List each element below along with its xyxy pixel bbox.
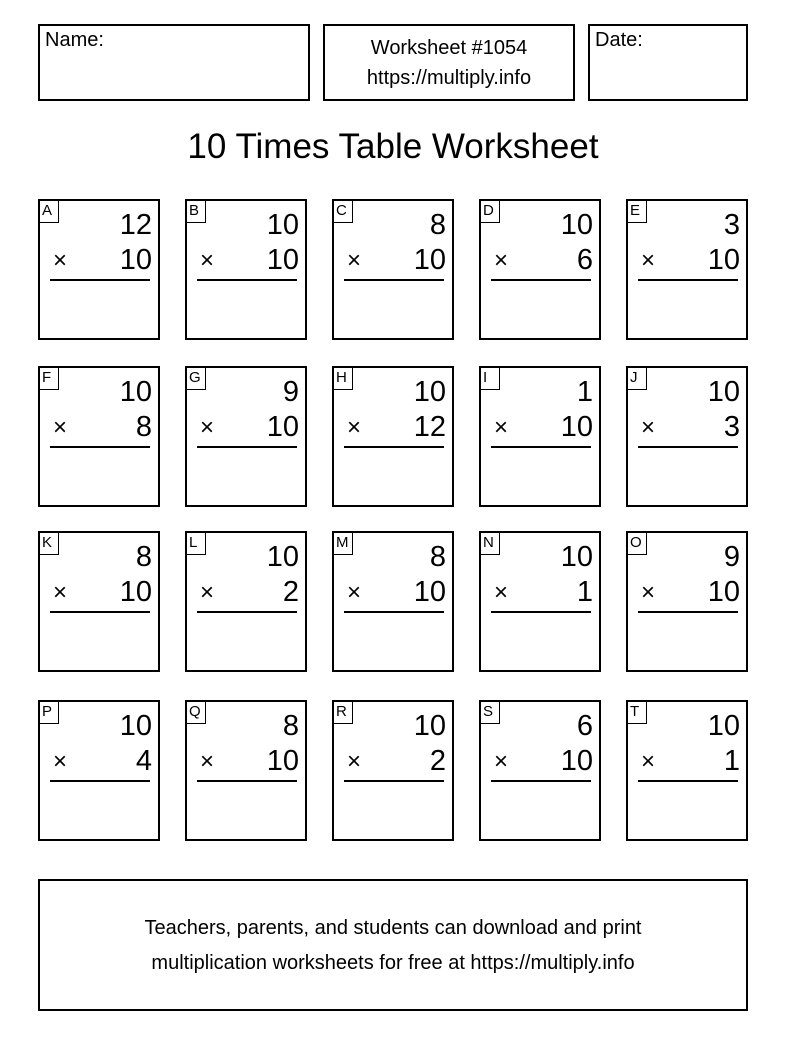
answer-line (491, 611, 591, 613)
problem-label: P (40, 702, 59, 724)
problem-card[interactable] (185, 700, 307, 841)
problem-card[interactable] (185, 199, 307, 340)
worksheet-url: https://multiply.info (366, 67, 532, 89)
times-sign: × (200, 579, 215, 606)
problem-label: Q (187, 702, 206, 724)
multiplicand: 10 (413, 376, 446, 408)
times-sign: × (53, 748, 68, 775)
problem-card[interactable] (332, 531, 454, 672)
answer-line (344, 446, 444, 448)
problem-card[interactable] (626, 199, 748, 340)
multiplier: 1 (723, 745, 740, 777)
multiplier: 10 (707, 244, 740, 276)
multiplicand: 10 (707, 710, 740, 742)
footer-box (38, 879, 748, 1011)
answer-line (50, 279, 150, 281)
multiplier: 6 (576, 244, 593, 276)
answer-line (491, 279, 591, 281)
times-sign: × (53, 579, 68, 606)
problem-card[interactable] (479, 700, 601, 841)
problem-label: O (628, 533, 647, 555)
answer-line (344, 780, 444, 782)
multiplier: 10 (266, 244, 299, 276)
answer-line (344, 611, 444, 613)
multiplier: 10 (413, 576, 446, 608)
multiplier: 12 (413, 411, 446, 443)
multiplicand: 1 (576, 376, 593, 408)
multiplier: 2 (282, 576, 299, 608)
times-sign: × (494, 579, 509, 606)
multiplicand: 10 (707, 376, 740, 408)
problem-card[interactable] (626, 531, 748, 672)
problem-label: L (187, 533, 206, 555)
answer-line (197, 611, 297, 613)
multiplicand: 3 (723, 209, 740, 241)
multiplier: 8 (135, 411, 152, 443)
problem-card[interactable] (479, 531, 601, 672)
multiplicand: 10 (266, 209, 299, 241)
times-sign: × (347, 247, 362, 274)
problem-card[interactable] (332, 199, 454, 340)
multiplier: 3 (723, 411, 740, 443)
problem-label: N (481, 533, 500, 555)
problem-card[interactable] (332, 700, 454, 841)
problem-label: K (40, 533, 59, 555)
times-sign: × (53, 247, 68, 274)
problem-label: G (187, 368, 206, 390)
answer-line (638, 780, 738, 782)
problem-label: D (481, 201, 500, 223)
times-sign: × (347, 414, 362, 441)
problem-label: J (628, 368, 647, 390)
answer-line (197, 780, 297, 782)
problem-label: H (334, 368, 353, 390)
name-field[interactable] (38, 24, 310, 101)
problem-card[interactable] (626, 700, 748, 841)
answer-line (638, 611, 738, 613)
multiplicand: 10 (560, 209, 593, 241)
answer-line (344, 279, 444, 281)
problem-card[interactable] (38, 700, 160, 841)
answer-line (638, 279, 738, 281)
page-title: 10 Times Table Worksheet (187, 127, 599, 166)
multiplier: 10 (560, 745, 593, 777)
multiplicand: 8 (135, 541, 152, 573)
problem-card[interactable] (38, 366, 160, 507)
problem-card[interactable] (38, 199, 160, 340)
answer-line (50, 446, 150, 448)
answer-line (197, 279, 297, 281)
problem-card[interactable] (479, 199, 601, 340)
multiplicand: 8 (429, 541, 446, 573)
worksheet-number: Worksheet #1054 (370, 37, 528, 59)
multiplier: 10 (119, 576, 152, 608)
times-sign: × (494, 748, 509, 775)
multiplicand: 12 (119, 209, 152, 241)
multiplicand: 9 (723, 541, 740, 573)
multiplicand: 10 (119, 710, 152, 742)
problem-label: C (334, 201, 353, 223)
problem-card[interactable] (185, 531, 307, 672)
problem-label: R (334, 702, 353, 724)
times-sign: × (641, 748, 656, 775)
footer-line-2: multiplication worksheets for free at https://multiply.info (151, 952, 635, 974)
answer-line (491, 780, 591, 782)
problem-label: I (481, 368, 500, 390)
problem-card[interactable] (185, 366, 307, 507)
footer-line-1: Teachers, parents, and students can download and print (144, 917, 642, 939)
problem-label: B (187, 201, 206, 223)
problem-label: M (334, 533, 353, 555)
times-sign: × (53, 414, 68, 441)
multiplier: 4 (135, 745, 152, 777)
multiplier: 10 (266, 411, 299, 443)
multiplier: 10 (266, 745, 299, 777)
multiplier: 2 (429, 745, 446, 777)
answer-line (491, 446, 591, 448)
times-sign: × (200, 247, 215, 274)
multiplier: 10 (707, 576, 740, 608)
problem-card[interactable] (38, 531, 160, 672)
multiplicand: 10 (266, 541, 299, 573)
problem-card[interactable] (332, 366, 454, 507)
answer-line (197, 446, 297, 448)
problem-label: S (481, 702, 500, 724)
multiplier: 10 (560, 411, 593, 443)
multiplicand: 8 (282, 710, 299, 742)
problem-label: E (628, 201, 647, 223)
problem-label: T (628, 702, 647, 724)
times-sign: × (641, 579, 656, 606)
problem-card[interactable] (479, 366, 601, 507)
multiplicand: 9 (282, 376, 299, 408)
times-sign: × (494, 414, 509, 441)
multiplicand: 10 (413, 710, 446, 742)
times-sign: × (641, 414, 656, 441)
multiplier: 1 (576, 576, 593, 608)
problem-label: F (40, 368, 59, 390)
multiplicand: 8 (429, 209, 446, 241)
name-label: Name: (45, 29, 104, 51)
times-sign: × (200, 414, 215, 441)
multiplicand: 10 (560, 541, 593, 573)
multiplier: 10 (413, 244, 446, 276)
answer-line (50, 780, 150, 782)
times-sign: × (641, 247, 656, 274)
multiplicand: 6 (576, 710, 593, 742)
multiplier: 10 (119, 244, 152, 276)
multiplicand: 10 (119, 376, 152, 408)
answer-line (50, 611, 150, 613)
answer-line (638, 446, 738, 448)
times-sign: × (347, 748, 362, 775)
worksheet-info-box (323, 24, 575, 101)
date-field[interactable] (588, 24, 748, 101)
problem-card[interactable] (626, 366, 748, 507)
date-label: Date: (595, 29, 643, 51)
times-sign: × (347, 579, 362, 606)
problem-label: A (40, 201, 59, 223)
times-sign: × (494, 247, 509, 274)
times-sign: × (200, 748, 215, 775)
